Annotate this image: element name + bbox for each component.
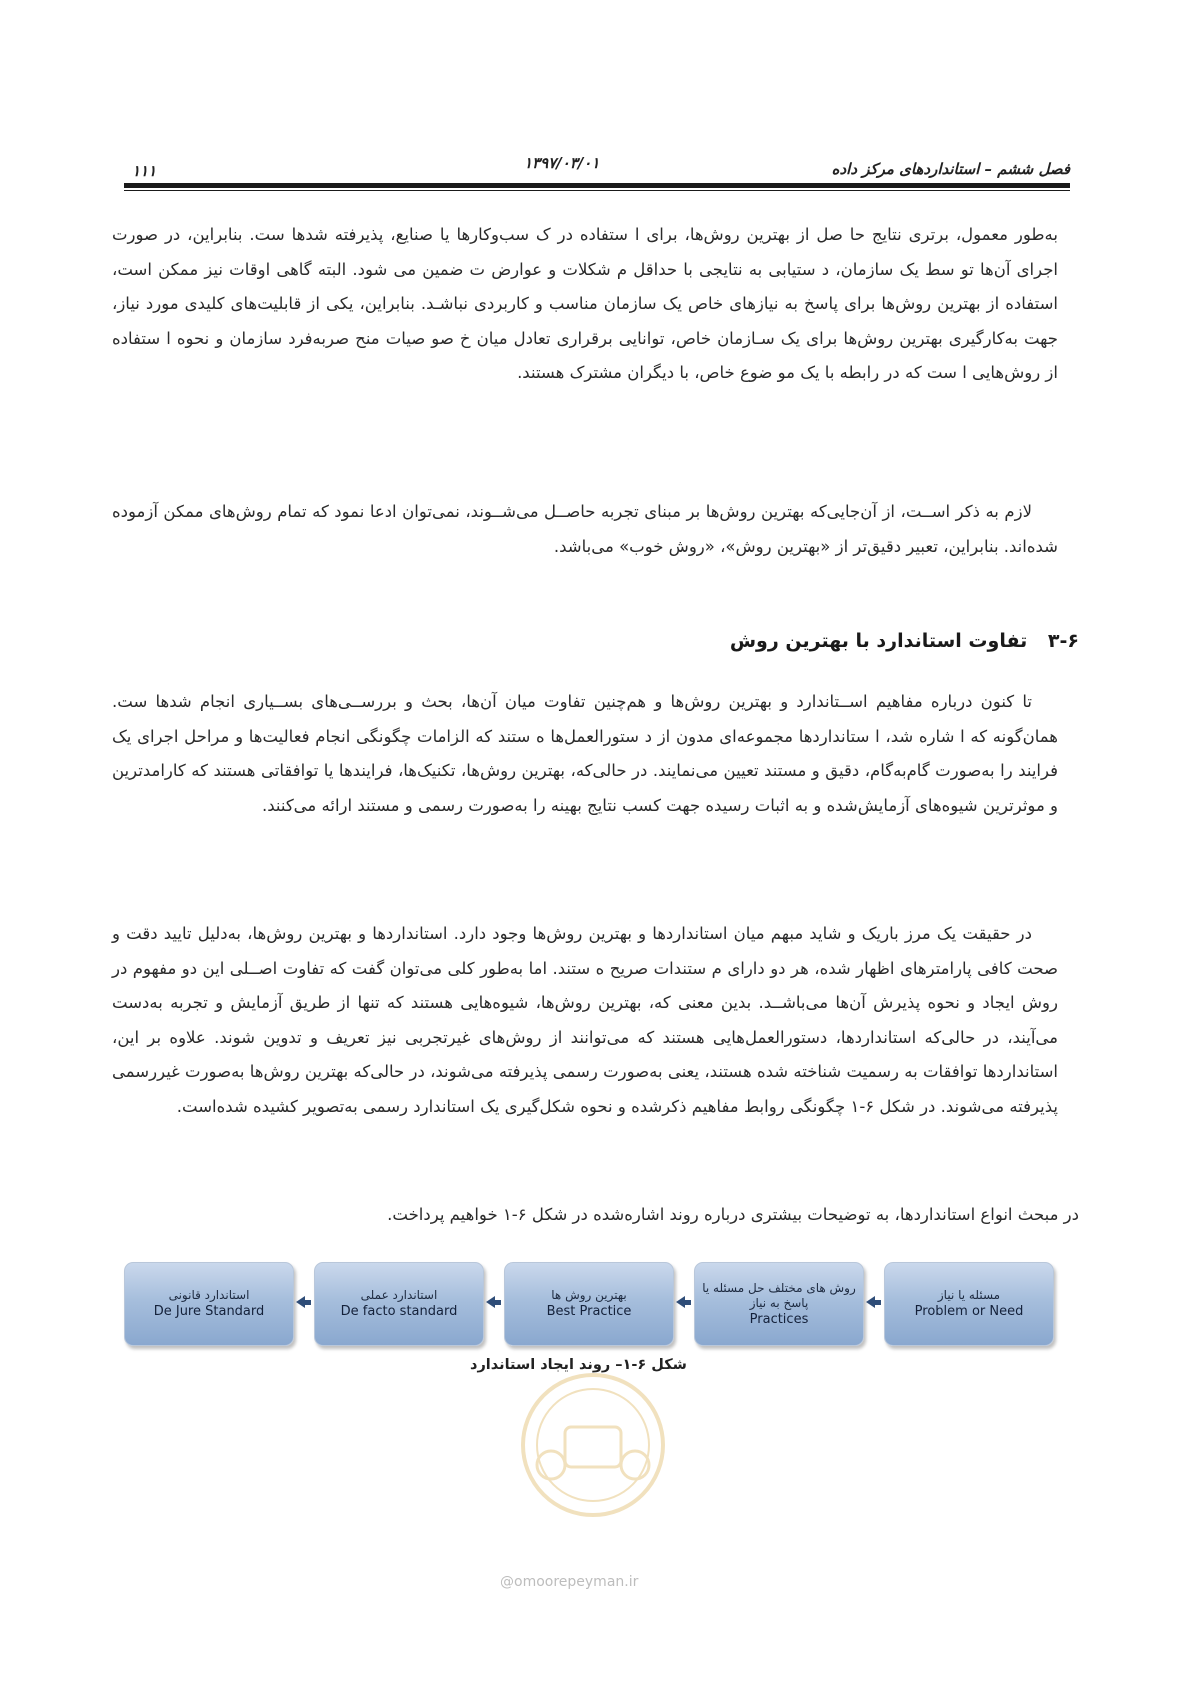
paragraph-2: لازم به ذکر اســت، از آن‌جایی‌که بهترین روش‌ها بر مبنای تجربه حاصــل می‌شــوند، نمی‌توان ادعا نمود که تمام روش‌های ممکن آزموده شده‌اند. بنابراین، تعبیر دقیق‌تر از «بهترین روش»، «روش خوب» می‌باشد. [112, 502, 1058, 556]
watermark-seal-icon [503, 1365, 683, 1525]
box-de-jure-standard [124, 1262, 294, 1346]
chapter-title: فصل ششم – استانداردهای مرکز داده [831, 160, 1070, 178]
box-best-practice [504, 1262, 674, 1346]
header-rule [124, 183, 1070, 188]
box-fa-label: استاندارد عملی [360, 1288, 438, 1302]
box-en-label: Practices [749, 1311, 809, 1327]
page-number: ۱۱۱ [132, 162, 157, 180]
paragraph-5: در مبحث انواع استانداردها، به توضیحات بیشتری درباره روند اشاره‌شده در شکل ۶-۱ خواهیم پرداخت. [387, 1205, 1079, 1224]
box-en-label: Problem or Need [914, 1304, 1024, 1319]
header-date: ۱۳۹۷/۰۳/۰۱ [524, 154, 600, 172]
arrow-stem [874, 1300, 881, 1305]
section-heading [730, 630, 1079, 652]
paragraph-4: در حقیقت یک مرز باریک و شاید مبهم میان استانداردها و بهترین روش‌ها وجود دارد. استانداردها و بهترین روش‌ها، به‌دلیل تایید دقت و صحت کافی پارامترهای اظهار شده، هر دو دارای م ستندات صریح ه ستند. اما به‌طور کلی می‌توان گفت که تفاوت اصــلی این دو مفهوم در روش ایجاد و نحوه پذیرش آن‌ها می‌باشــد. بدین معنی که، بهترین روش‌ها، شیوه‌هایی هستند که تنها از طریق آزمایش و تجربه به‌دست می‌آیند، در حالی‌که استانداردها، دستورالعمل‌هایی هستند که می‌توانند از روش‌های غیرتجربی نیز تعریف و تدوین شوند. علاوه بر این، استانداردها توافقات به رسمیت شناخته شده هستند، یعنی به‌صورت رسمی پذیرفته می‌شوند، در حالی‌که بهترین روش‌ها به‌صورت غیررسمی پذیرفته می‌شوند. در شکل ۶-۱ چگونگی روابط مفاهیم ذکرشده و نحوه شکل‌گیری یک استاندارد رسمی به‌تصویر کشیده شده‌است. [112, 924, 1058, 1116]
paragraph-3: تا کنون درباره مفاهیم اســتاندارد و بهترین روش‌ها و هم‌چنین تفاوت میان آن‌ها، بحث و بررســی‌های بســیاری انجام شدها ست. همان‌گونه که ا شاره شد، ا ستانداردها مجموعه‌ای مدون از د ستورالعمل‌ها ه ستند که الزامات چگونگی انجام فعالیت‌ها و مراحل اجرای یک فرایند را به‌صورت گام‌به‌گام، دقیق و مستند تعیین می‌نمایند. در حالی‌که، بهترین روش‌ها، تکنیک‌ها، فرایندها یا توافقاتی هستند که کارامدترین و موثرترین شیوه‌های آزمایش‌شده و به اثبات رسیده جهت کسب نتایج بهینه را به‌صورت رسمی و مستند ارائه می‌کنند. [112, 692, 1058, 815]
box-fa-label: مسئله یا نیاز [937, 1288, 1001, 1302]
section-number: ۳-۶ [1047, 630, 1079, 652]
box-en-label: De Jure Standard [153, 1304, 265, 1319]
figure-caption: شکل ۶-۱– روند ایجاد استاندارد [470, 1357, 687, 1373]
box-fa-label: بهترین روش ها [551, 1288, 627, 1302]
box-practices [694, 1262, 864, 1346]
paragraph-1: به‌طور معمول، برتری نتایج حا صل از بهترین روش‌ها، برای ا ستفاده در ک سب‌وکارها یا صنایع، پذیرفته شدها ست. بنابراین، در صورت اجرای آن‌ها تو سط یک سازمان، د ستیابی به نتایجی با حداقل م شکلات و عوارض ت ضمین می شود. البته گاهی اوقات نیز ممکن است، استفاده از بهترین روش‌ها برای پاسخ به نیازهای خاص یک سازمان مناسب و کاربردی نباشـد. بنابراین، یکی از قابلیت‌های کلیدی مورد نیاز، جهت به‌کارگیری بهترین روش‌ها برای یک سـازمان خاص، توانایی برقراری تعادل میان خ صو صیات منح صربه‌فرد سازمان و نحوه ا ستفاده از روش‌هایی ا ست که در رابطه با یک مو ضوع خاص، با دیگران مشترک هستند. [112, 225, 1058, 382]
standard-process-diagram [124, 1262, 1052, 1347]
arrow-stem [494, 1300, 501, 1305]
box-en-label: Best Practice [546, 1304, 632, 1319]
header-rule-thin [124, 190, 1070, 191]
arrow-stem [684, 1300, 691, 1305]
box-fa-label: روش های مختلف حل مسئله یا پاسخ به نیاز [702, 1280, 856, 1310]
watermark-url: @omoorepeyman.ir [500, 1574, 639, 1590]
box-problem-or-need [884, 1262, 1054, 1346]
box-de-facto-standard [314, 1262, 484, 1346]
box-en-label: De facto standard [340, 1304, 458, 1319]
arrow-stem [304, 1300, 311, 1305]
box-fa-label: استاندارد قانونی [168, 1288, 250, 1302]
section-title: تفاوت استاندارد با بهترین روش [729, 630, 1028, 652]
